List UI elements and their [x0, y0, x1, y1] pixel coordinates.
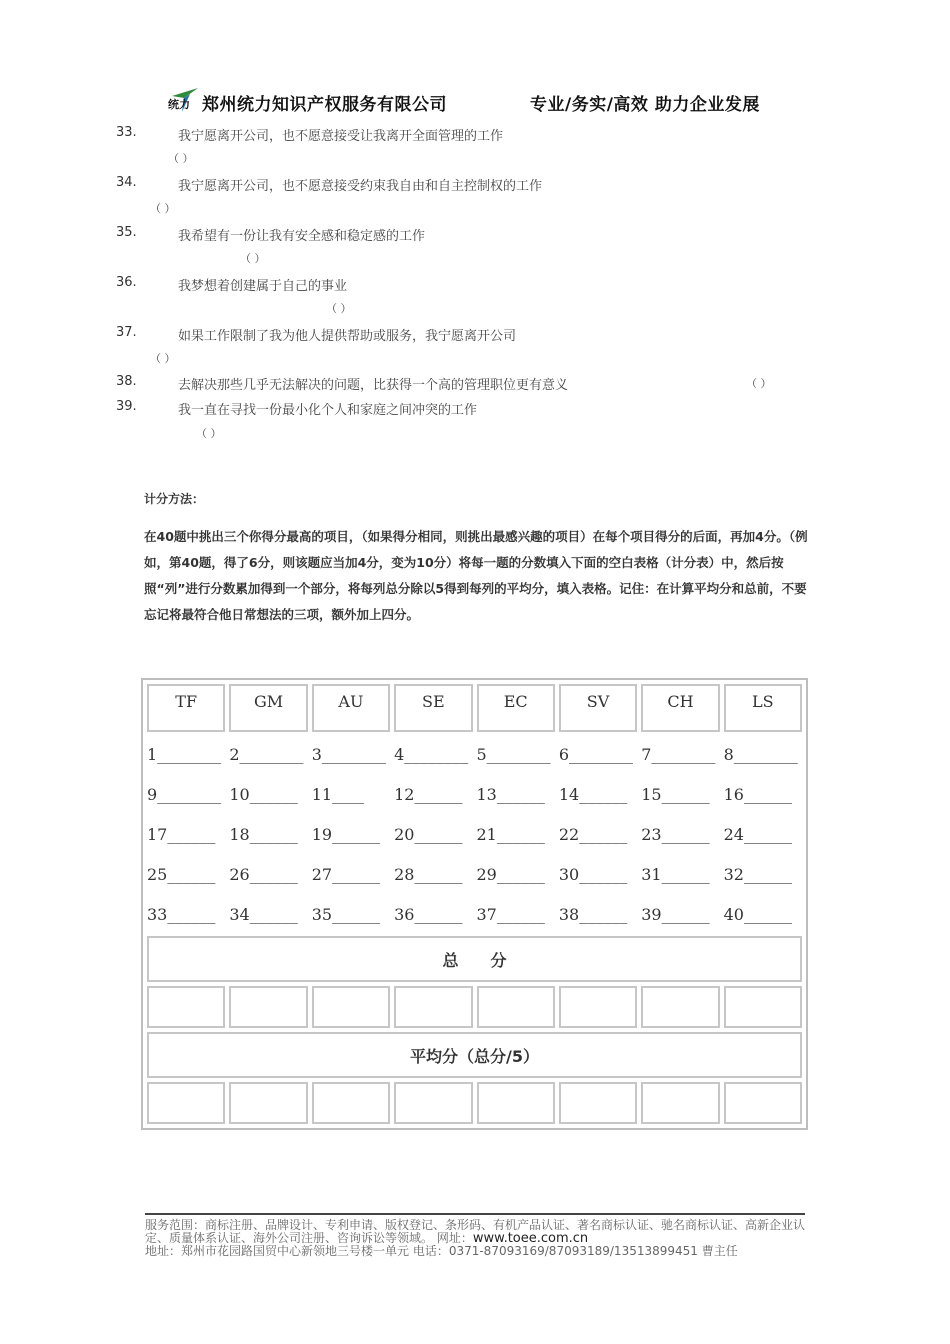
score-cell[interactable]: 11____ — [311, 784, 365, 804]
column-header-sv: SV — [559, 684, 637, 732]
question-text: 我希望有一份让我有安全感和稳定感的工作 — [178, 229, 426, 244]
average-cell[interactable] — [641, 1082, 719, 1124]
score-cell[interactable]: 7________ — [641, 744, 716, 764]
answer-blank[interactable]: （ ） — [240, 252, 266, 265]
score-cell[interactable]: 17______ — [147, 824, 216, 844]
question-number: 35. — [116, 225, 137, 240]
page-footer — [145, 1219, 810, 1258]
question-text: 我宁愿离开公司，也不愿意接受让我离开全面管理的工作 — [178, 129, 504, 144]
footer-services: 服务范围：商标注册、品牌设计、专利申请、版权登记、条形码、有机产品认证、著名商标认证、驰名商标认证、高新企业认定、质量体系认证、海外公司注册、咨询诉讼等领域。 — [145, 1218, 806, 1245]
average-cell[interactable] — [229, 1082, 307, 1124]
score-cell[interactable]: 4________ — [394, 744, 469, 764]
score-cell[interactable]: 32______ — [723, 864, 792, 884]
scoring-title: 计分方法： — [144, 492, 205, 506]
question-text: 去解决那些几乎无法解决的问题，比获得一个高的管理职位更有意义 — [178, 378, 569, 393]
score-cell[interactable]: 40______ — [723, 904, 792, 924]
question-text: 我宁愿离开公司，也不愿意接受约束我自由和自主控制权的工作 — [178, 179, 543, 194]
average-cell[interactable] — [147, 1082, 225, 1124]
average-cell[interactable] — [559, 1082, 637, 1124]
column-header-ec: EC — [477, 684, 555, 732]
score-cell[interactable]: 1________ — [147, 744, 222, 764]
score-cell[interactable]: 36______ — [394, 904, 463, 924]
score-cell[interactable]: 28______ — [394, 864, 463, 884]
answer-blank[interactable]: （ ） — [196, 427, 222, 440]
score-cell[interactable]: 15______ — [641, 784, 710, 804]
score-cell[interactable]: 18______ — [229, 824, 298, 844]
column-header-au: AU — [312, 684, 390, 732]
average-cell[interactable] — [724, 1082, 802, 1124]
score-cell[interactable]: 35______ — [311, 904, 381, 924]
question-number: 37. — [116, 325, 137, 340]
average-label: 平均分（总分/5） — [147, 1032, 802, 1078]
score-cell[interactable]: 13______ — [476, 784, 545, 804]
score-cell[interactable]: 38______ — [558, 904, 628, 924]
score-cell[interactable]: 24______ — [723, 824, 792, 844]
answer-blank[interactable]: （ ） — [746, 377, 772, 390]
average-cell[interactable] — [394, 1082, 472, 1124]
answer-blank[interactable]: （ ） — [150, 202, 176, 215]
question-text: 我一直在寻找一份最小化个人和家庭之间冲突的工作 — [178, 403, 478, 418]
score-cell[interactable]: 5________ — [476, 744, 551, 764]
score-cell[interactable]: 26______ — [229, 864, 298, 884]
score-cell[interactable]: 29______ — [476, 864, 545, 884]
total-row — [147, 986, 802, 1028]
column-header-ls: LS — [724, 684, 802, 732]
company-name: 郑州统力知识产权服务有限公司 — [202, 95, 447, 115]
score-cell[interactable]: 3________ — [311, 744, 386, 764]
score-table — [141, 678, 808, 1130]
score-cell[interactable]: 10______ — [229, 784, 298, 804]
score-cell[interactable]: 14______ — [558, 784, 628, 804]
question-number: 36. — [116, 275, 137, 290]
total-cell[interactable] — [394, 986, 472, 1028]
total-cell[interactable] — [641, 986, 719, 1028]
total-label-row — [147, 936, 802, 982]
score-cell[interactable]: 20______ — [394, 824, 463, 844]
footer-address: 地址：郑州市花园路国贸中心新领地三号楼一单元 电话：0371-87093169/87093189/13513899451 曹主任 — [145, 1244, 738, 1258]
total-label: 总 分 — [147, 936, 802, 982]
column-header-gm: GM — [229, 684, 307, 732]
logo-text: 统力 — [168, 98, 190, 111]
total-cell[interactable] — [147, 986, 225, 1028]
question-number: 38. — [116, 374, 137, 389]
total-cell[interactable] — [229, 986, 307, 1028]
column-header-tf: TF — [147, 684, 225, 732]
score-cell[interactable]: 21______ — [476, 824, 545, 844]
score-cell[interactable]: 39______ — [641, 904, 710, 924]
scoring-instructions: 在40题中挑出三个你得分最高的项目，（如果得分相同，则挑出最感兴趣的项目）在每个项目得分的后面，再加4分。（例如，第40题，得了6分，则该题应当加4分，变为10分）将每一题的分数填入下面的空白表格（计分表）中，然后按照“列”进行分数累加得到一个部分，将每列总分除以5得到每列的平均分，填入表格。记住：在计算平均分和总前，不要忘记将最符合他日常想法的三项，额外加上四分。 — [144, 529, 808, 622]
table-row — [147, 736, 802, 772]
table-row — [147, 776, 802, 812]
score-cell[interactable]: 37______ — [476, 904, 545, 924]
question-text: 我梦想着创建属于自己的事业 — [178, 279, 348, 294]
question-number: 33. — [116, 125, 137, 140]
score-cell[interactable]: 19______ — [311, 824, 381, 844]
question-number: 34. — [116, 175, 137, 190]
average-label-row — [147, 1032, 802, 1078]
score-cell[interactable]: 2________ — [229, 744, 304, 764]
score-cell[interactable]: 27______ — [311, 864, 381, 884]
answer-blank[interactable]: （ ） — [150, 352, 176, 365]
question-text: 如果工作限制了我为他人提供帮助或服务，我宁愿离开公司 — [178, 329, 517, 344]
score-cell[interactable]: 33______ — [147, 904, 216, 924]
score-cell[interactable]: 9________ — [147, 784, 222, 804]
table-row — [147, 856, 802, 892]
total-cell[interactable] — [724, 986, 802, 1028]
score-cell[interactable]: 8________ — [723, 744, 798, 764]
score-cell[interactable]: 25______ — [147, 864, 216, 884]
total-cell[interactable] — [559, 986, 637, 1028]
score-cell[interactable]: 6________ — [558, 744, 634, 764]
score-cell[interactable]: 31______ — [641, 864, 710, 884]
score-cell[interactable]: 34______ — [229, 904, 298, 924]
question-number: 39. — [116, 399, 137, 414]
score-cell[interactable]: 12______ — [394, 784, 463, 804]
column-header-ch: CH — [641, 684, 719, 732]
total-cell[interactable] — [477, 986, 555, 1028]
footer-divider — [145, 1213, 805, 1215]
total-cell[interactable] — [312, 986, 390, 1028]
table-header-row — [147, 684, 802, 732]
answer-blank[interactable]: （ ） — [168, 152, 194, 165]
answer-blank[interactable]: （ ） — [326, 302, 352, 315]
page-header — [168, 86, 828, 116]
column-header-se: SE — [394, 684, 472, 732]
score-cell[interactable]: 16______ — [723, 784, 792, 804]
score-cell[interactable]: 23______ — [641, 824, 710, 844]
table-row — [147, 816, 802, 852]
company-slogan: 专业/务实/高效 助力企业发展 — [530, 95, 760, 115]
average-cell[interactable] — [312, 1082, 390, 1124]
average-cell[interactable] — [477, 1082, 555, 1124]
score-cell[interactable]: 22______ — [558, 824, 628, 844]
footer-website-link[interactable]: www.toee.com.cn — [472, 1231, 589, 1246]
score-cell[interactable]: 30______ — [558, 864, 628, 884]
table-row — [147, 896, 802, 932]
average-row — [147, 1082, 802, 1124]
footer-website-label: 网址： — [436, 1231, 473, 1245]
